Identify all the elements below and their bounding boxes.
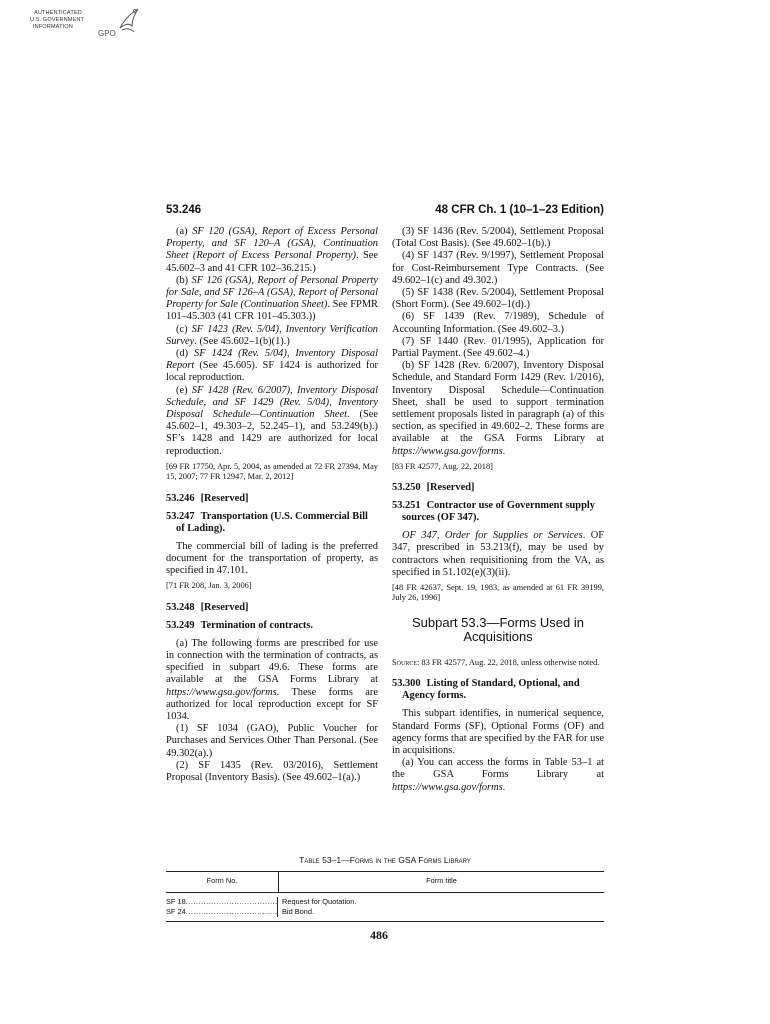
section-heading-53-250: 53.250 [Reserved]: [392, 482, 475, 494]
section-heading-53-246: 53.246 [Reserved]: [166, 492, 249, 504]
paragraph-53-249-a: (a) The following forms are prescribed for use in connection with the termination of contracts, as specified in subpart 49.6. These forms are available at the GSA Forms Library at https://www.gsa.gov/forms. These forms are authorized for local reproduction except for SF 1034.: [166, 637, 378, 722]
form-title: Bid Bond.: [282, 907, 315, 916]
page-number: 486: [370, 928, 388, 942]
paragraph-d: (d) SF 1424 (Rev. 5/04), Inventory Disposal Report (See 45.605). SF 1424 is authorized for local reproduction.: [166, 348, 378, 384]
eagle-icon: [116, 6, 142, 38]
table-row: [166, 895, 604, 907]
paragraph-a3: (3) SF 1436 (Rev. 5/2004), Settlement Proposal (Total Cost Basis). (See 49.602–1(b).): [392, 226, 604, 250]
running-header: [166, 204, 604, 220]
logo-line-1: AUTHENTICATED: [34, 10, 82, 16]
citation: [71 FR 208, Jan. 3, 2006]: [166, 581, 252, 591]
paragraph-53-251: OF 347, Order for Supplies or Services. OF 347, prescribed in 53.213(f), may be used by contractors when requisitioning from the VA, as specified in 51.102(e)(3)(ii).: [392, 530, 604, 578]
header-title: 48 CFR Ch. 1 (10–1–23 Edition): [435, 204, 604, 216]
logo-gpo: GPO: [98, 29, 116, 38]
section-heading-53-247: 53.247 Transportation (U.S. Commercial Bill of Lading).: [166, 510, 368, 534]
table-header-row: [166, 872, 604, 893]
source-note: Source: 83 FR 42577, Aug. 22, 2018, unless otherwise noted.: [392, 657, 600, 667]
form-title: Request for Quotation.: [282, 897, 357, 906]
logo-line-2: U.S. GOVERNMENT: [30, 17, 85, 23]
table-title: Table 53–1—Forms in the GSA Forms Library: [299, 855, 471, 865]
form-number: SF 18: [166, 897, 186, 906]
paragraph-b: (b) SF 1428 (Rev. 6/2007), Inventory Disposal Schedule, and Standard Form 1429 (Rev. 1/2016), Inventory Disposal Schedule—Continuation Sheet, shall be used to support termination settlement proposals listed in paragraph (a) of this section, as specified in 49.602–2. These forms are available at the GSA Forms Library at https://www.gsa.gov/forms.: [392, 360, 604, 457]
paragraph-a4: (4) SF 1437 (Rev. 9/1997), Settlement Proposal for Cost-Reimbursement Type Contracts. (See 49.602–1(c) and 49.302.): [392, 250, 604, 286]
column-header-form-title: Form title: [426, 876, 457, 885]
citation: [48 FR 42637, Sept. 19, 1983, as amended at 61 FR 39199, July 26, 1996]: [392, 583, 604, 603]
forms-library-link[interactable]: https://www.gsa.gov/forms: [392, 781, 503, 793]
section-heading-53-300: 53.300 Listing of Standard, Optional, and Agency forms.: [392, 678, 580, 702]
forms-library-link[interactable]: https://www.gsa.gov/forms: [392, 445, 503, 457]
section-heading-53-251: 53.251 Contractor use of Government supply sources (OF 347).: [392, 500, 595, 524]
citation: [69 FR 17750, Apr. 5, 2004, as amended at 72 FR 27394, May 15, 2007; 77 FR 12947, Mar. 2, 2012]: [166, 461, 378, 482]
paragraph-53-300: This subpart identifies, in numerical sequence, Standard Forms (SF), Optional Forms (OF) and agency forms that are specified by the FAR for use in acquisitions.: [392, 708, 604, 756]
subpart-heading: Subpart 53.3—Forms Used in Acquisitions: [412, 614, 584, 644]
paragraph-a5: (5) SF 1438 (Rev. 5/2004), Settlement Proposal (Short Form). (See 49.602–1(d).): [392, 287, 604, 311]
paragraph-53-247: The commercial bill of lading is the preferred document for the transportation of property, as specified in 47.101.: [166, 540, 378, 577]
citation: [83 FR 42577, Aug. 22, 2018]: [392, 461, 493, 471]
paragraph-a6: (6) SF 1439 (Rev. 7/1989), Schedule of Accounting Information. (See 49.602–3.): [392, 311, 604, 335]
paragraph-53-249-a1: (1) SF 1034 (GAO), Public Voucher for Purchases and Services Other Than Personal. (See 49.302(a).): [166, 723, 378, 759]
left-column: [166, 226, 378, 784]
header-section-number: 53.246: [166, 204, 202, 216]
logo-line-3: INFORMATION: [33, 24, 73, 30]
table-row: [166, 907, 604, 917]
paragraph-a: (a) SF 120 (GSA), Report of Excess Personal Property, and SF 120–A (GSA), Continuation Sheet (Report of Excess Personal Property). See 45.602–3 and 41 CFR 102–36.215.): [166, 226, 378, 274]
form-number: SF 24: [166, 907, 186, 916]
paragraph-53-300-a: (a) You can access the forms in Table 53–1 at the GSA Forms Library at https://www.gsa.gov/forms.: [392, 757, 604, 793]
forms-table: [166, 871, 604, 922]
paragraph-b: (b) SF 126 (GSA), Report of Personal Property for Sale, and SF 126–A (GSA), Report of Personal Property for Sale (Continuation Sheet). See FPMR 101–45.303 (41 CFR 101–45.303.)): [166, 274, 378, 323]
paragraph-e: (e) SF 1428 (Rev. 6/2007), Inventory Disposal Schedule, and SF 1429 (Rev. 5/04), Inventory Disposal Schedule—Continuation Sheet. (See 45.602–1, 49.303–2, 52.245–1), and 53.249(b).) SF’s 1428 and 1429 are authorized for local reproduction.: [166, 384, 378, 457]
forms-library-link[interactable]: https://www.gsa.gov/forms: [166, 686, 277, 698]
section-heading-53-249: 53.249 Termination of contracts.: [166, 619, 314, 631]
paragraph-53-249-a2: (2) SF 1435 (Rev. 03/2016), Settlement Proposal (Inventory Basis). (See 49.602–1(a).): [166, 759, 378, 783]
paragraph-c: (c) SF 1423 (Rev. 5/04), Inventory Verification Survey. (See 45.602–1(b)(1).): [166, 323, 378, 347]
gpo-authenticated-logo: [22, 6, 152, 46]
paragraph-a7: (7) SF 1440 (Rev. 01/1995), Application for Partial Payment. (See 49.602–4.): [392, 335, 604, 360]
column-header-form-no: Form No.: [166, 872, 279, 892]
section-heading-53-248: 53.248 [Reserved]: [166, 601, 249, 613]
right-column: [392, 226, 604, 794]
